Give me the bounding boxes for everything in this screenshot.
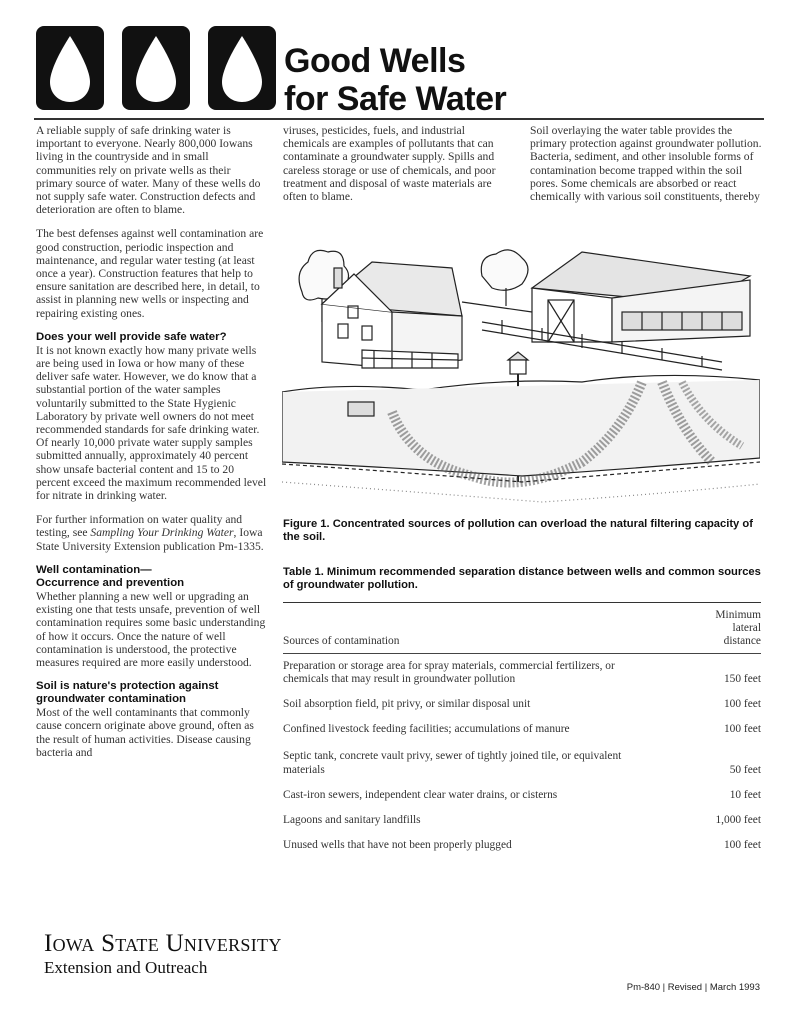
title-line-2: for Safe Water — [284, 80, 507, 118]
table-row — [283, 723, 761, 736]
distance-cell: 150 feet — [723, 672, 761, 685]
source-cell: Septic tank, concrete vault privy, sewer of tightly joined tile, or equivalent materials — [283, 750, 622, 776]
column-1 — [36, 124, 268, 770]
column-3 — [530, 124, 762, 214]
table-row — [283, 698, 761, 711]
title-line-1: Good Wells — [284, 42, 466, 80]
distance-cell: 50 feet — [729, 763, 761, 776]
distance-cell: 1,000 feet — [715, 814, 761, 827]
separation-distance-table — [283, 602, 761, 852]
paragraph: The best defenses against well contamination are good construction, periodic inspection and maintenance, and regular water testing (at least once a year). Construction features that help to ensure sanitation are described here, in detail, to assist in planning new wells or inspecting and repairing existing ones. — [36, 227, 264, 320]
publication-info: Pm-840 | Revised | March 1993 — [626, 982, 760, 993]
table-row — [283, 750, 761, 776]
source-cell: Cast-iron sewers, independent clear water drains, or cisterns — [283, 788, 558, 801]
section-heading: Well contamination— Occurrence and prevention — [36, 563, 185, 589]
table-header — [283, 603, 761, 654]
source-cell: Preparation or storage area for spray materials, commercial fertilizers, or chemicals that may result in groundwater pollution — [283, 659, 615, 685]
paragraph: It is not known exactly how many private wells are being used in Iowa or how many of these deliver safe water. However, we do know that a substantial portion of the water samples voluntarily submitted to the State Hygienic Laboratory by private well owners do not meet recommended standards for safe drinking water. Of nearly 10,000 private water supply samples submitted annually, approximately 40 percent show unsafe bacterial content and 15 to 20 percent exceed the maximum recommended level for nitrate in drinking water. — [36, 343, 267, 503]
paragraph: Whether planning a new well or upgrading an existing one that tests unsafe, prevention of well contamination requires some basic understanding of how it occurs. Once the nature of well contamination is understood, the protective measures required are more easily understood. — [36, 589, 266, 669]
paragraph: A reliable supply of safe drinking water is important to everyone. Nearly 800,000 Iowans living in the countryside and in small communities rely on private wells as their primary source of water. Many of these wells do not supply safe water. Construction defects and deterioration are often to blame. — [36, 124, 261, 217]
table-caption: Table 1. Minimum recommended separation distance between wells and common sources of groundwater pollution. — [283, 566, 761, 591]
title-divider — [34, 118, 764, 120]
source-cell: Soil absorption field, pit privy, or similar disposal unit — [283, 698, 531, 711]
column-header-distance: Minimum lateral distance — [715, 609, 761, 648]
farm-well-illustration — [282, 232, 760, 514]
distance-cell: 10 feet — [729, 788, 761, 801]
source-cell: Confined livestock feeding facilities; accumulations of manure — [283, 723, 570, 736]
section-heading: Does your well provide safe water? — [36, 330, 227, 343]
table-row — [283, 814, 761, 827]
column-2 — [283, 124, 511, 214]
distance-cell: 100 feet — [723, 839, 761, 852]
distance-cell: 100 feet — [723, 698, 761, 711]
column-header-sources: Sources of contamination — [283, 635, 400, 648]
section-heading: Soil is nature's protection against groundwater contamination — [36, 680, 219, 706]
water-drop-icon — [36, 26, 104, 110]
source-cell: Lagoons and sanitary landfills — [283, 814, 421, 827]
distance-cell: 100 feet — [723, 723, 761, 736]
university-unit: Extension and Outreach — [44, 958, 208, 977]
table-row — [283, 660, 761, 686]
water-drop-icon — [122, 26, 190, 110]
water-drop-icon — [208, 26, 276, 110]
paragraph: viruses, pesticides, fuels, and industrial chemicals are examples of pollutants that can contaminate a groundwater supply. Spills and careless storage or use of chemicals, and poor treatment and disposal of waste materials are often to blame. — [283, 124, 496, 204]
table-row — [283, 839, 761, 852]
source-cell: Unused wells that have not been properly plugged — [283, 839, 512, 852]
page-title — [284, 42, 506, 118]
university-logo-name: Iowa State University — [44, 930, 282, 957]
paragraph: Most of the well contaminants that commonly cause concern originate above ground, often as the result of human activities. Disease causing bacteria and — [36, 706, 254, 759]
publication-title: Sampling Your Drinking Water — [90, 526, 234, 540]
paragraph: For further information on water quality and testing, see Sampling Your Drinking Water, Iowa State University Extension publication Pm-1335. — [36, 513, 264, 553]
table-row — [283, 789, 761, 802]
paragraph: Soil overlaying the water table provides the primary protection against groundwater pollution. Bacteria, sediment, and other insoluble forms of contamination become trapped within the soil pores. Some chemicals are absorbed or react chemically with various soil constituents, thereby — [530, 124, 762, 204]
figure-caption: Figure 1. Concentrated sources of pollution can overload the natural filtering capacity of the soil. — [283, 518, 753, 543]
